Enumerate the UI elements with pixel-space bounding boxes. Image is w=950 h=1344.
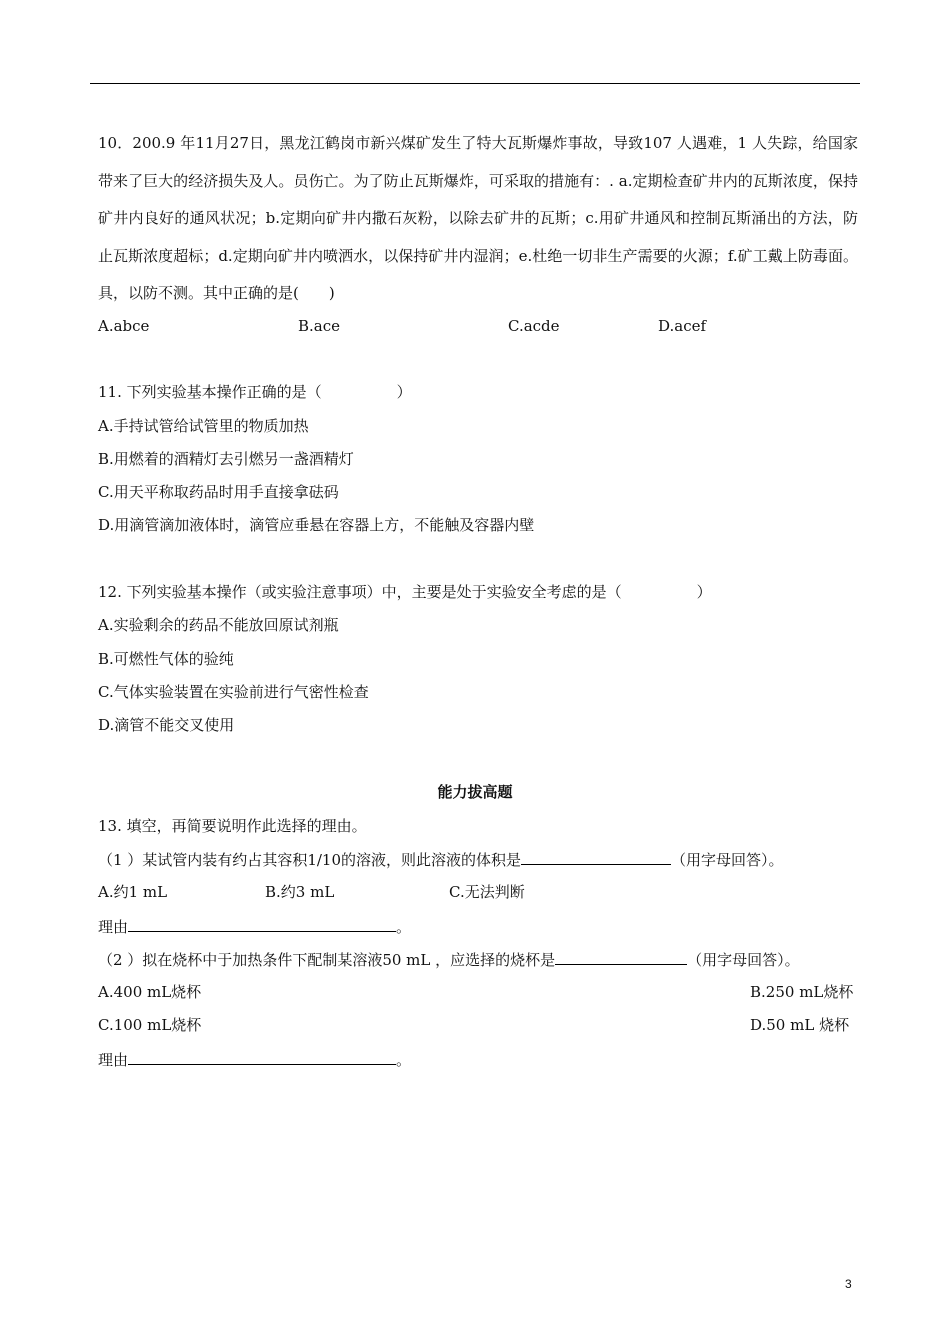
- q13-part2-option-d: D.50 mL 烧杯: [750, 1016, 850, 1034]
- q11-option-c: C.用天平称取药品时用手直接拿砝码: [98, 483, 339, 501]
- q10-option-a: A.abce: [98, 317, 150, 335]
- q11-option-a: A.手持试管给试管里的物质加热: [98, 417, 309, 435]
- q13-part1-prefix: （1 ）某试管内装有约占其容积1/10的溶液，则此溶液的体积是: [98, 851, 521, 869]
- page-number: 3: [845, 1277, 852, 1291]
- q13-part2-reason: [98, 1049, 411, 1070]
- q13-part1-answer-blank[interactable]: [521, 849, 671, 865]
- q12-stem: 12. 下列实验基本操作（或实验注意事项）中，主要是处于实验安全考虑的是（ ）: [98, 583, 712, 601]
- q12-option-b: B.可燃性气体的验纯: [98, 650, 234, 668]
- q13-part2-reason-label: 理由: [98, 1051, 129, 1069]
- q13-part2-prefix: （2 ）拟在烧杯中于加热条件下配制某溶液50 mL ，应选择的烧杯是: [98, 951, 556, 969]
- q13-stem: 13. 填空，再简要说明作此选择的理由。: [98, 817, 367, 835]
- q13-part1-option-b: B.约3 mL: [265, 883, 335, 901]
- q13-part1-option-c: C.无法判断: [449, 883, 525, 901]
- q12-option-c: C.气体实验装置在实验前进行气密性检查: [98, 683, 369, 701]
- q10-option-c: C.acde: [508, 317, 560, 335]
- q13-part1-reason-label: 理由: [98, 918, 129, 936]
- section-title: 能力拔高题: [437, 783, 513, 801]
- q11-stem: 11. 下列实验基本操作正确的是（ ）: [98, 383, 412, 401]
- header-rule: [90, 83, 860, 84]
- q13-part2-answer-blank[interactable]: [555, 949, 687, 965]
- q13-part2-option-a: A.400 mL烧杯: [98, 983, 202, 1001]
- q13-part1-reason-end: 。: [396, 918, 412, 936]
- q12-option-a: A.实验剩余的药品不能放回原试剂瓶: [98, 616, 339, 634]
- q13-part2-reason-end: 。: [396, 1051, 412, 1069]
- q11-option-d: D.用滴管滴加液体时，滴管应垂悬在容器上方，不能触及容器内壁: [98, 516, 535, 534]
- q13-part1-suffix: （用字母回答）。: [671, 851, 784, 869]
- q10-option-b: B.ace: [298, 317, 341, 335]
- q13-part2-reason-blank[interactable]: [128, 1049, 396, 1065]
- q13-part2-suffix: （用字母回答）。: [687, 951, 800, 969]
- q13-part1-option-a: A.约1 mL: [98, 883, 168, 901]
- q12-option-d: D.滴管不能交叉使用: [98, 716, 235, 734]
- q13-part2: [98, 949, 800, 970]
- q13-part2-option-c: C.100 mL烧杯: [98, 1016, 202, 1034]
- q13-part2-option-b: B.250 mL烧杯: [750, 983, 854, 1001]
- q10-option-d: D.acef: [658, 317, 707, 335]
- q13-part1: [98, 849, 784, 870]
- q13-part1-reason-blank[interactable]: [128, 916, 396, 932]
- q11-option-b: B.用燃着的酒精灯去引燃另一盏酒精灯: [98, 450, 354, 468]
- q10-text: 10．200.9 年11月27日，黑龙江鹤岗市新兴煤矿发生了特大瓦斯爆炸事故，导致107 人遇难，1 人失踪，给国家带来了巨大的经济损失及人。员伤亡。为了防止瓦斯爆炸，可采取的措施有：. a.定期检查矿井内的瓦斯浓度，保持矿井内良好的通风状况；b.定期向矿井内撒石灰粉，以除去矿井的瓦斯；c.用矿井通风和控制瓦斯涌出的方法，防止瓦斯浓度超标；d.定期向矿井内喷洒水，以保持矿井内湿润；e.杜绝一切非生产需要的火源；f.矿工戴上防毒面。具，以防不测。其中正确的是( ): [98, 134, 858, 302]
- q13-part1-reason: [98, 916, 411, 937]
